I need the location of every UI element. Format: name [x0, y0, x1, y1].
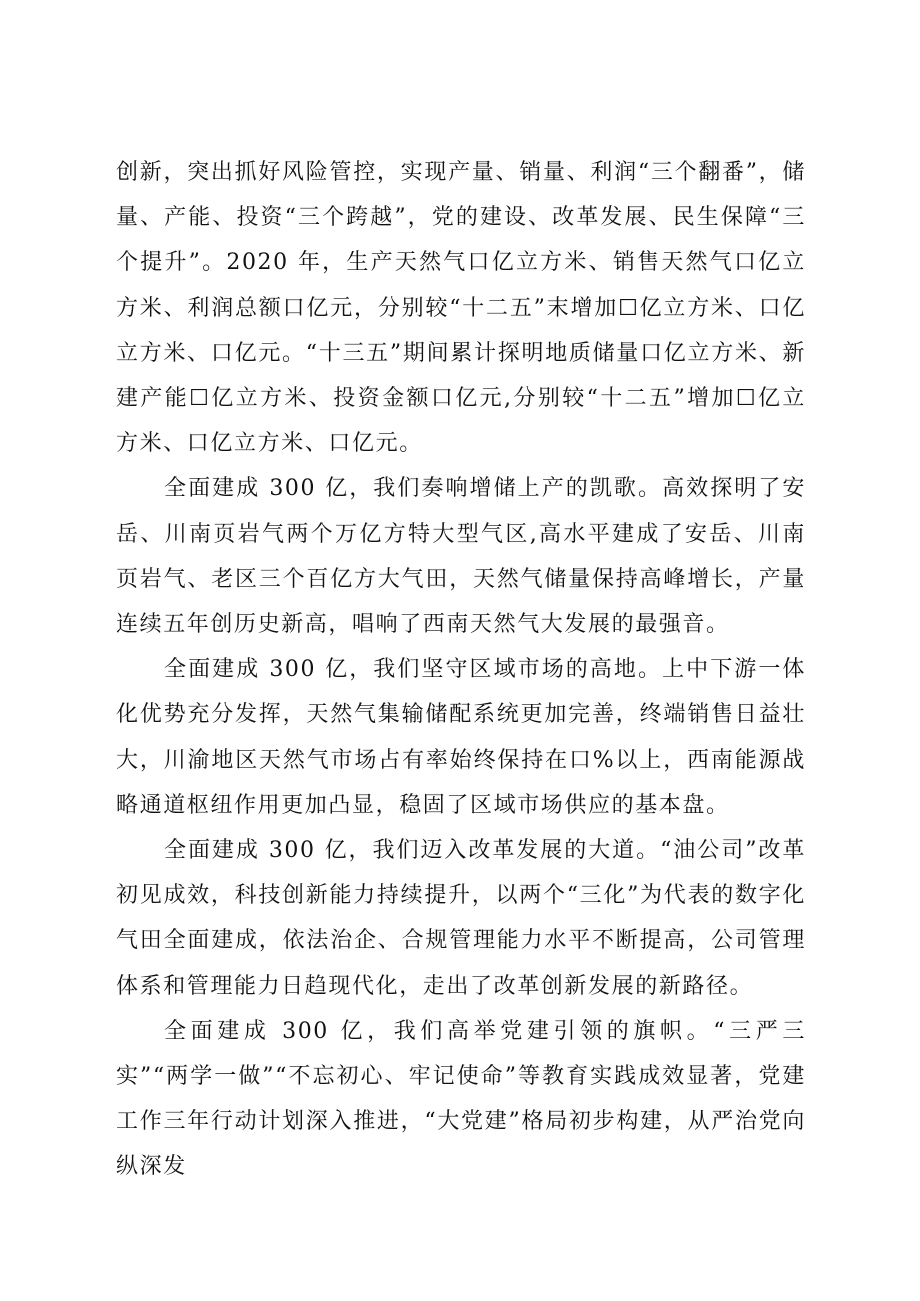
paragraph-continuation: 创新，突出抓好风险管控，实现产量、销量、利润“三个翻番”，储量、产能、投资“三个跨越”，党的建设、改革发展、民生保障“三个提升”。2020 年，生产天然气口亿立方米、销售天然气口亿立方米、利润总额口亿元，分别较“十二五”末增加☐亿立方米、口亿立方米、口亿元。“十三五”期间累计探明地质储量口亿立方米、新建产能☐亿立方米、投资金额口亿元,分别较“十二五”增加☐亿立方米、口亿立方米、口亿元。 — [116, 160, 806, 457]
paragraph-reform-development: 全面建成 300 亿，我们迈入改革发展的大道。“油公司”改革初见成效，科技创新能力持续提升，以两个“三化”为代表的数字化气田全面建成，依法治企、合规管理能力水平不断提高，公司管理体系和管理能力日趋现代化，走出了改革创新发展的新路径。 — [116, 838, 806, 999]
paragraph-regional-market: 全面建成 300 亿，我们坚守区域市场的高地。上中下游一体化优势充分发挥，天然气集输储配系统更加完善，终端销售日益壮大，川渝地区天然气市场占有率始终保持在口%以上，西南能源战略通道枢纽作用更加凸显，稳固了区域市场供应的基本盘。 — [116, 657, 806, 818]
paragraph-reserves-production: 全面建成 300 亿，我们奏响增储上产的凯歌。高效探明了安岳、川南页岩气两个万亿方特大型气区,高水平建成了安岳、川南页岩气、老区三个百亿方大气田，天然气储量保持高峰增长，产量连续五年创历史新高，唱响了西南天然气大发展的最强音。 — [116, 476, 806, 638]
document-body — [116, 150, 806, 1190]
paragraph-party-building: 全面建成 300 亿，我们高举党建引领的旗帜。“三严三实”“两学一做”“不忘初心、牢记使命”等教育实践成效显著，党建工作三年行动计划深入推进，“大党建”格局初步构建，从严治党向纵深发 — [116, 1018, 806, 1180]
